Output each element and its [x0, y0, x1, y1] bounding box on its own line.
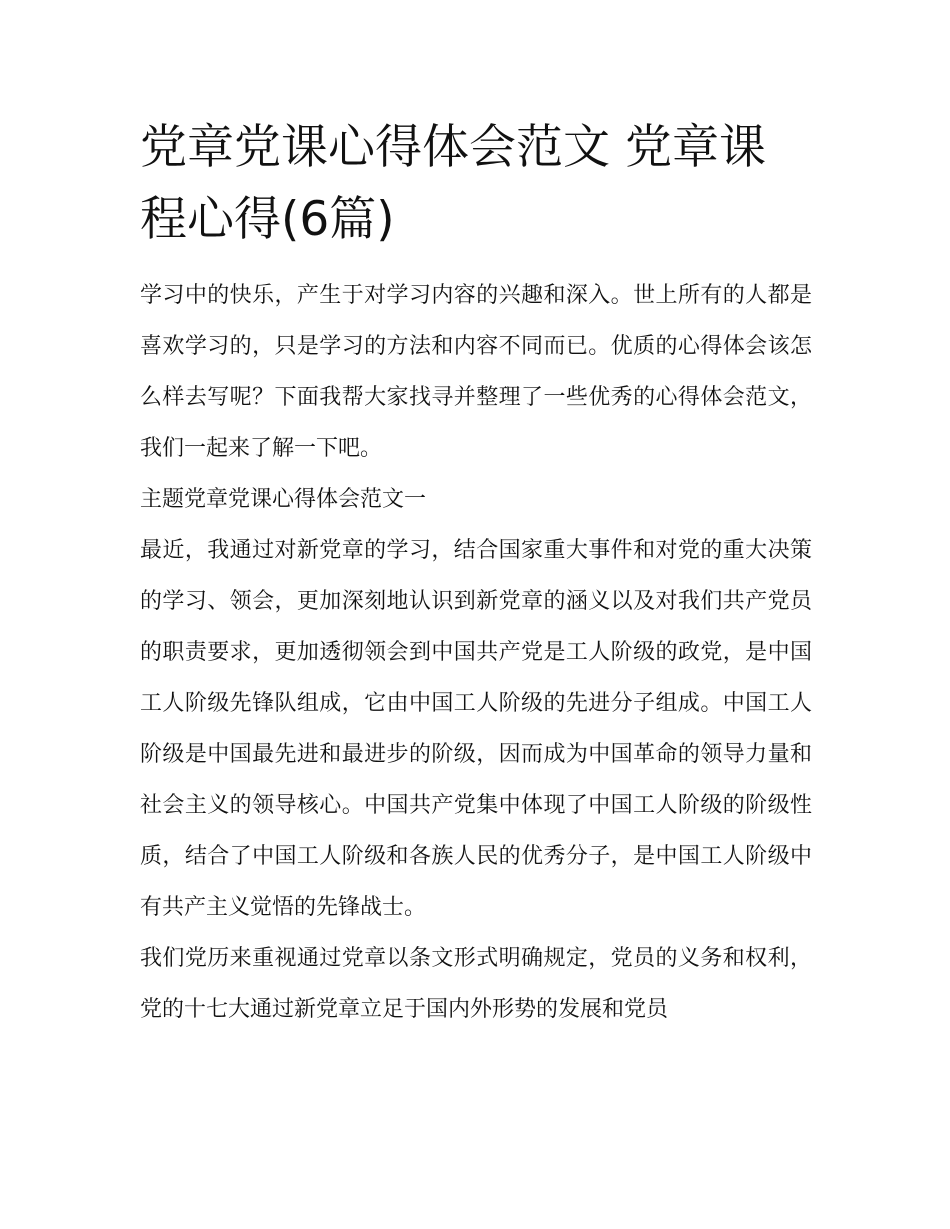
body-paragraph-2: 我们党历来重视通过党章以条文形式明确规定，党员的义务和权利，党的十七大通过新党章立足于国内外形势的发展和党员 — [140, 946, 812, 1022]
intro-paragraph: 学习中的快乐，产生于对学习内容的兴趣和深入。世上所有的人都是喜欢学习的，只是学习的方法和内容不同而已。优质的心得体会该怎么样去写呢？下面我帮大家找寻并整理了一些优秀的心得体会范文，我们一起来了解一下吧。 — [140, 283, 812, 461]
document-page — [140, 112, 812, 1035]
body-paragraph-1: 最近，我通过对新党章的学习，结合国家重大事件和对党的重大决策的学习、领会，更加深刻地认识到新党章的涵义以及对我们共产党员的职责要求，更加透彻领会到中国共产党是工人阶级的政党，是中国工人阶级先锋队组成，它由中国工人阶级的先进分子组成。中国工人阶级是中国最先进和最进步的阶级，因而成为中国革命的领导力量和社会主义的领导核心。中国共产党集中体现了中国工人阶级的阶级性质，结合了中国工人阶级和各族人民的优秀分子，是中国工人阶级中有共产主义觉悟的先锋战士。 — [140, 538, 812, 920]
document-title: 党章党课心得体会范文 党章课程心得(6篇) — [140, 120, 766, 247]
section-heading: 主题党章党课心得体会范文一 — [140, 487, 427, 512]
